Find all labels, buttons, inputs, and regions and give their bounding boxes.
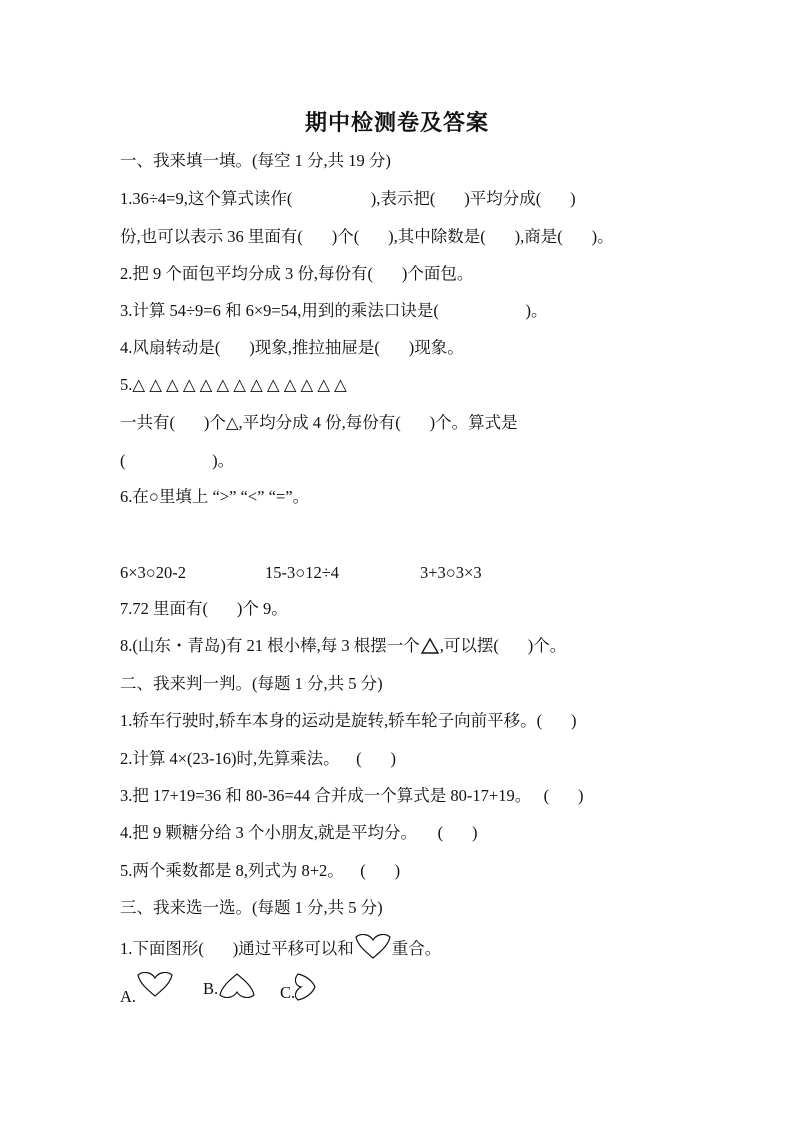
question-3: 3.计算 54÷9=6 和 6×9=54,用到的乘法口诀是( )。 (120, 301, 548, 320)
triangle-icon (420, 637, 440, 655)
question-8-text-a: 8.(山东・青岛)有 21 根小棒,每 3 根摆一个 (120, 636, 420, 655)
judge-2: 2.计算 4×(23-16)时,先算乘法。 ( ) (120, 749, 397, 768)
choose-1 (120, 934, 441, 960)
page-title: 期中检测卷及答案 (304, 111, 489, 136)
question-8-text-b: ,可以摆( )个。 (439, 636, 567, 655)
compare-item-a: 6×3○20-2 (120, 563, 187, 582)
option-c-label: C. (280, 983, 296, 1002)
judge-3: 3.把 17+19=36 和 80-36=44 合并成一个算式是 80-17+19。 ( ) (120, 786, 584, 805)
heart-icon (295, 972, 317, 1002)
judge-5: 5.两个乘数都是 8,列式为 8+2。 ( ) (120, 861, 401, 880)
option-c[interactable] (280, 972, 317, 1004)
question-1-line-2: 份,也可以表示 36 里面有( )个( ),其中除数是( ),商是( )。 (120, 227, 614, 246)
question-5-line-2: 一共有( )个△,平均分成 4 份,每份有( )个。算式是 (120, 413, 518, 432)
question-4: 4.风扇转动是( )现象,推拉抽屉是( )现象。 (120, 338, 464, 357)
question-8 (120, 635, 566, 657)
section-3-heading: 三、我来选一选。(每题 1 分,共 5 分) (120, 898, 383, 917)
question-6: 6.在○里填上 “>” “<” “=”。 (120, 487, 310, 506)
section-1-heading: 一、我来填一填。(每空 1 分,共 19 分) (120, 151, 391, 170)
compare-item-c: 3+3○3×3 (420, 563, 482, 582)
question-5-line-3: ( )。 (120, 451, 235, 470)
judge-1: 1.轿车行驶时,轿车本身的运动是旋转,轿车轮子向前平移。( ) (120, 711, 577, 730)
question-2: 2.把 9 个面包平均分成 3 份,每份有( )个面包。 (120, 264, 474, 283)
option-b-label: B. (203, 979, 219, 998)
choose-1-text-a: 1.下面图形( )通过平移可以和 (120, 939, 354, 958)
option-a[interactable] (120, 972, 174, 1008)
option-b[interactable] (203, 972, 256, 1000)
section-2-heading: 二、我来判一判。(每题 1 分,共 5 分) (120, 674, 383, 693)
judge-4: 4.把 9 颗糖分给 3 个小朋友,就是平均分。 ( ) (120, 823, 478, 842)
heart-icon (136, 972, 174, 998)
question-7: 7.72 里面有( )个 9。 (120, 599, 288, 618)
question-5-triangles: 5.△ △ △ △ △ △ △ △ △ △ △ △ △ (120, 375, 347, 394)
heart-icon (354, 934, 392, 960)
question-1-line-1: 1.36÷4=9,这个算式读作( ),表示把( )平均分成( ) (120, 189, 576, 208)
compare-item-b: 15-3○12÷4 (265, 563, 340, 582)
option-a-label: A. (120, 987, 137, 1006)
heart-icon (218, 972, 256, 998)
choose-1-text-b: 重合。 (391, 939, 442, 958)
